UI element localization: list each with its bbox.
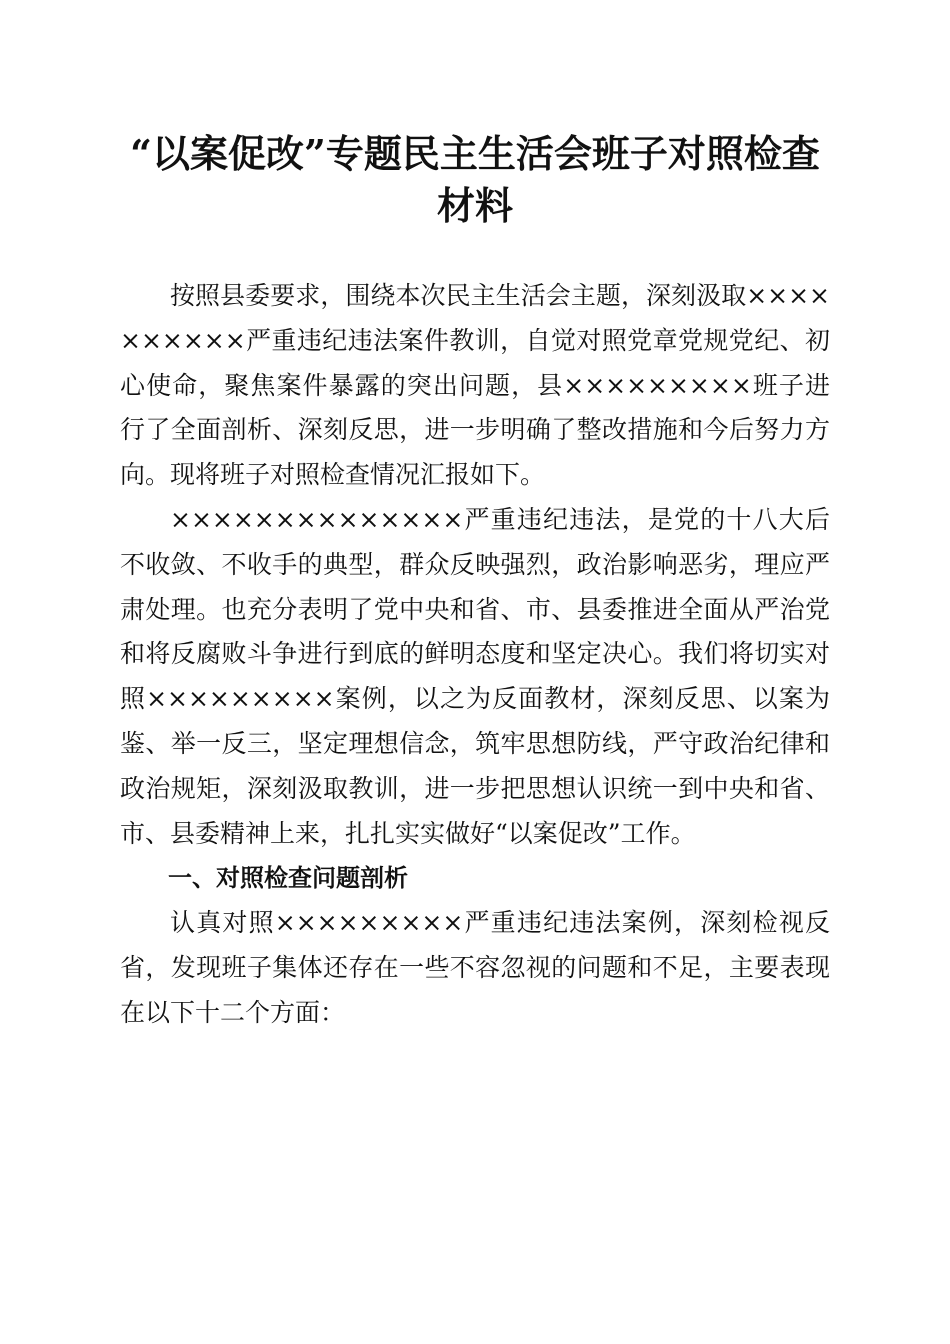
document-title: “以案促改”专题民主生活会班子对照检查材料 [130,131,820,228]
case-paragraph: ××××××××××××××严重违纪违法，是党的十八大后不收敛、不收手的典型，群众反映强烈，政治影响恶劣，理应严肃处理。也充分表明了党中央和省、市、县委推进全面从严治党和将反腐败斗争进行到底的鲜明态度和坚定决心。我们将切实对照×××××××××案例，以之为反面教材，深刻反思、以案为鉴、举一反三，坚定理想信念，筑牢思想防线，严守政治纪律和政治规矩，深刻汲取教训，进一步把思想认识统一到中央和省、市、县委精神上来，扎扎实实做好“以案促改”工作。 [120,504,830,848]
section-heading: 一、对照检查问题剖析 [168,864,408,893]
section-paragraph: 认真对照×××××××××严重违纪违法案例，深刻检视反省，发现班子集体还存在一些不容忽视的问题和不足，主要表现在以下十二个方面： [120,908,830,1027]
document-body [120,274,830,1036]
intro-paragraph: 按照县委要求，围绕本次民主生活会主题，深刻汲取××××××××××严重违纪违法案件教训，自觉对照党章党规党纪、初心使命，聚焦案件暴露的突出问题，县×××××××××班子进行了全面剖析、深刻反思，进一步明确了整改措施和今后努力方向。现将班子对照检查情况汇报如下。 [120,281,830,490]
